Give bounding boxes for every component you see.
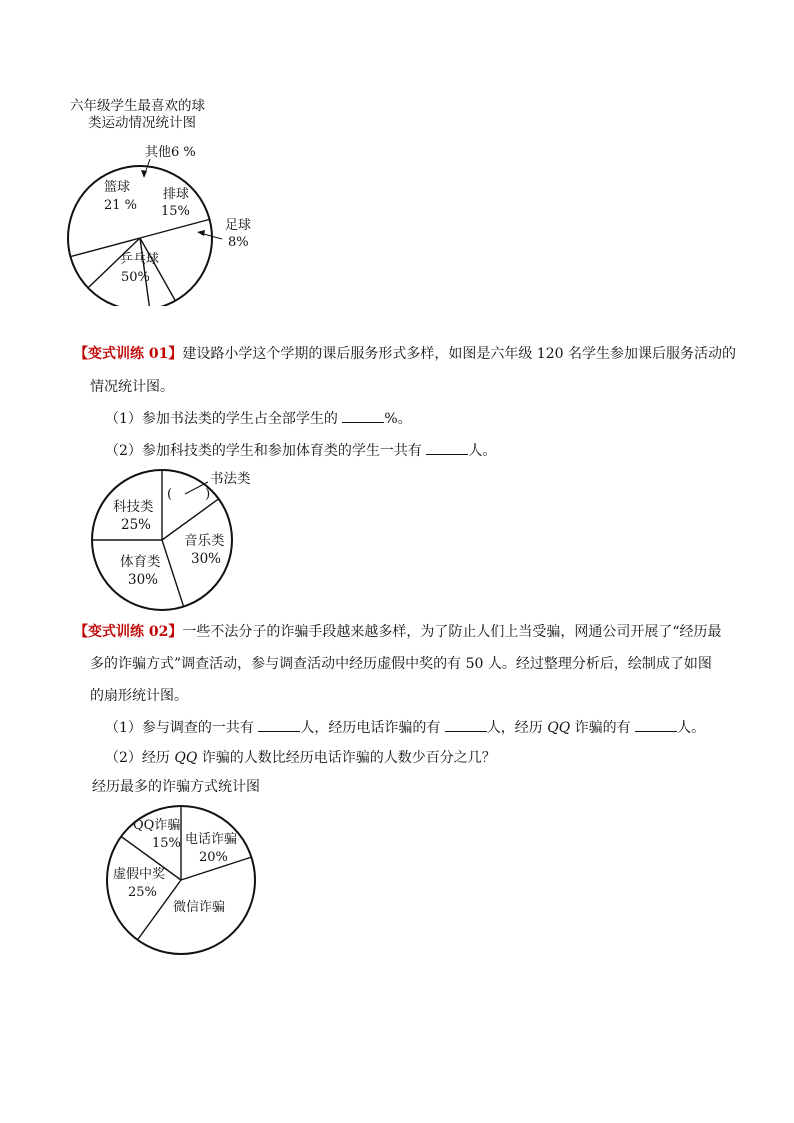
q2-answer-blank[interactable] xyxy=(426,440,468,455)
pie1-slices xyxy=(68,166,212,306)
science-pct: 25% xyxy=(121,517,152,533)
exercise2-line2: 多的诈骗方式”调查活动，参与调查活动中经历虚假中奖的有 50 人。经过整理分析后，绘制成了如图 xyxy=(90,656,712,672)
fake-prize-name: 虚假中奖 xyxy=(113,867,166,882)
music-name: 音乐类 xyxy=(184,533,225,549)
exercise2-question2 xyxy=(105,748,496,768)
e2q1-part-b: 人，经历电话诈骗的有 xyxy=(300,720,445,736)
sports-name: 体育类 xyxy=(120,554,161,570)
chart1-title-line1: 六年级学生最喜欢的球 xyxy=(70,98,205,114)
e2q2-qq: QQ xyxy=(174,750,198,766)
science-name: 科技类 xyxy=(113,499,154,515)
football-name: 足球 xyxy=(225,218,252,233)
sports-pct: 30% xyxy=(128,572,159,588)
q1-answer-blank[interactable] xyxy=(342,408,384,423)
other-label: 其他6 % xyxy=(145,145,196,160)
chart3-title: 经历最多的诈骗方式统计图 xyxy=(92,779,260,795)
chart1-title-line2: 类运动情况统计图 xyxy=(88,115,196,131)
calligraphy-blank: ( ) xyxy=(167,487,211,502)
e2q2-part-a: （2）经历 xyxy=(105,750,175,766)
calligraphy-label: 书法类 xyxy=(210,471,251,487)
volleyball-pct: 15% xyxy=(161,204,190,219)
q1-suffix: %。 xyxy=(384,411,412,427)
exercise2-text1: 一些不法分子的诈骗手段越来越多样，为了防止人们上当受骗，网通公司开展了“经历最 xyxy=(182,624,722,640)
exercise1-line2: 情况统计图。 xyxy=(90,379,174,395)
exercise1-question2 xyxy=(105,440,496,461)
e2q1-qq: QQ xyxy=(547,720,571,736)
ball-sports-pie-chart xyxy=(64,96,264,306)
exercise1-question1 xyxy=(105,408,412,429)
exercise1-line1 xyxy=(74,344,736,364)
total-people-blank[interactable] xyxy=(258,717,300,732)
qq-fraud-pct: 15% xyxy=(152,836,181,851)
basketball-pct: 21 % xyxy=(104,198,138,213)
pingpong-name: 乒乓球 xyxy=(120,252,160,267)
phone-fraud-blank[interactable] xyxy=(445,717,487,732)
phone-fraud-pct: 20% xyxy=(199,850,228,865)
fraud-pie-chart xyxy=(86,776,286,960)
exercise2-question1 xyxy=(105,717,705,738)
qq-fraud-blank[interactable] xyxy=(635,717,677,732)
basketball-name: 篮球 xyxy=(104,180,131,195)
fake-prize-pct: 25% xyxy=(128,885,157,900)
exercise1-text1: 建设路小学这个学期的课后服务形式多样，如图是六年级 120 名学生参加课后服务活动的 xyxy=(182,346,736,362)
q2-suffix: 人。 xyxy=(468,443,497,459)
e2q1-part-d: 诈骗的有 xyxy=(570,720,636,736)
wechat-fraud-name: 微信诈骗 xyxy=(173,900,226,915)
qq-fraud-name: QQ诈骗 xyxy=(133,818,181,833)
pingpong-pct: 50% xyxy=(121,270,150,285)
e2q1-part-e: 人。 xyxy=(677,720,706,736)
e2q1-part-a: （1）参与调查的一共有 xyxy=(105,720,259,736)
q2-prefix: （2）参加科技类的学生和参加体育类的学生一共有 xyxy=(105,443,427,459)
exercise2-line3: 的扇形统计图。 xyxy=(90,688,188,704)
music-pct: 30% xyxy=(191,551,222,567)
q1-prefix: （1）参加书法类的学生占全部学生的 xyxy=(105,411,343,427)
e2q1-part-c: 人，经历 xyxy=(486,720,548,736)
exercise1-tag: 【变式训练 01】 xyxy=(74,346,183,362)
pie1-outline xyxy=(68,166,212,306)
volleyball-name: 排球 xyxy=(163,187,190,202)
football-pct: 8% xyxy=(228,235,249,250)
exercise2-tag: 【变式训练 02】 xyxy=(74,624,183,640)
activity-pie-chart xyxy=(88,466,260,614)
e2q2-part-b: 诈骗的人数比经历电话诈骗的人数少百分之几？ xyxy=(197,750,496,766)
phone-fraud-name: 电话诈骗 xyxy=(185,832,238,847)
exercise2-line1 xyxy=(74,622,722,642)
